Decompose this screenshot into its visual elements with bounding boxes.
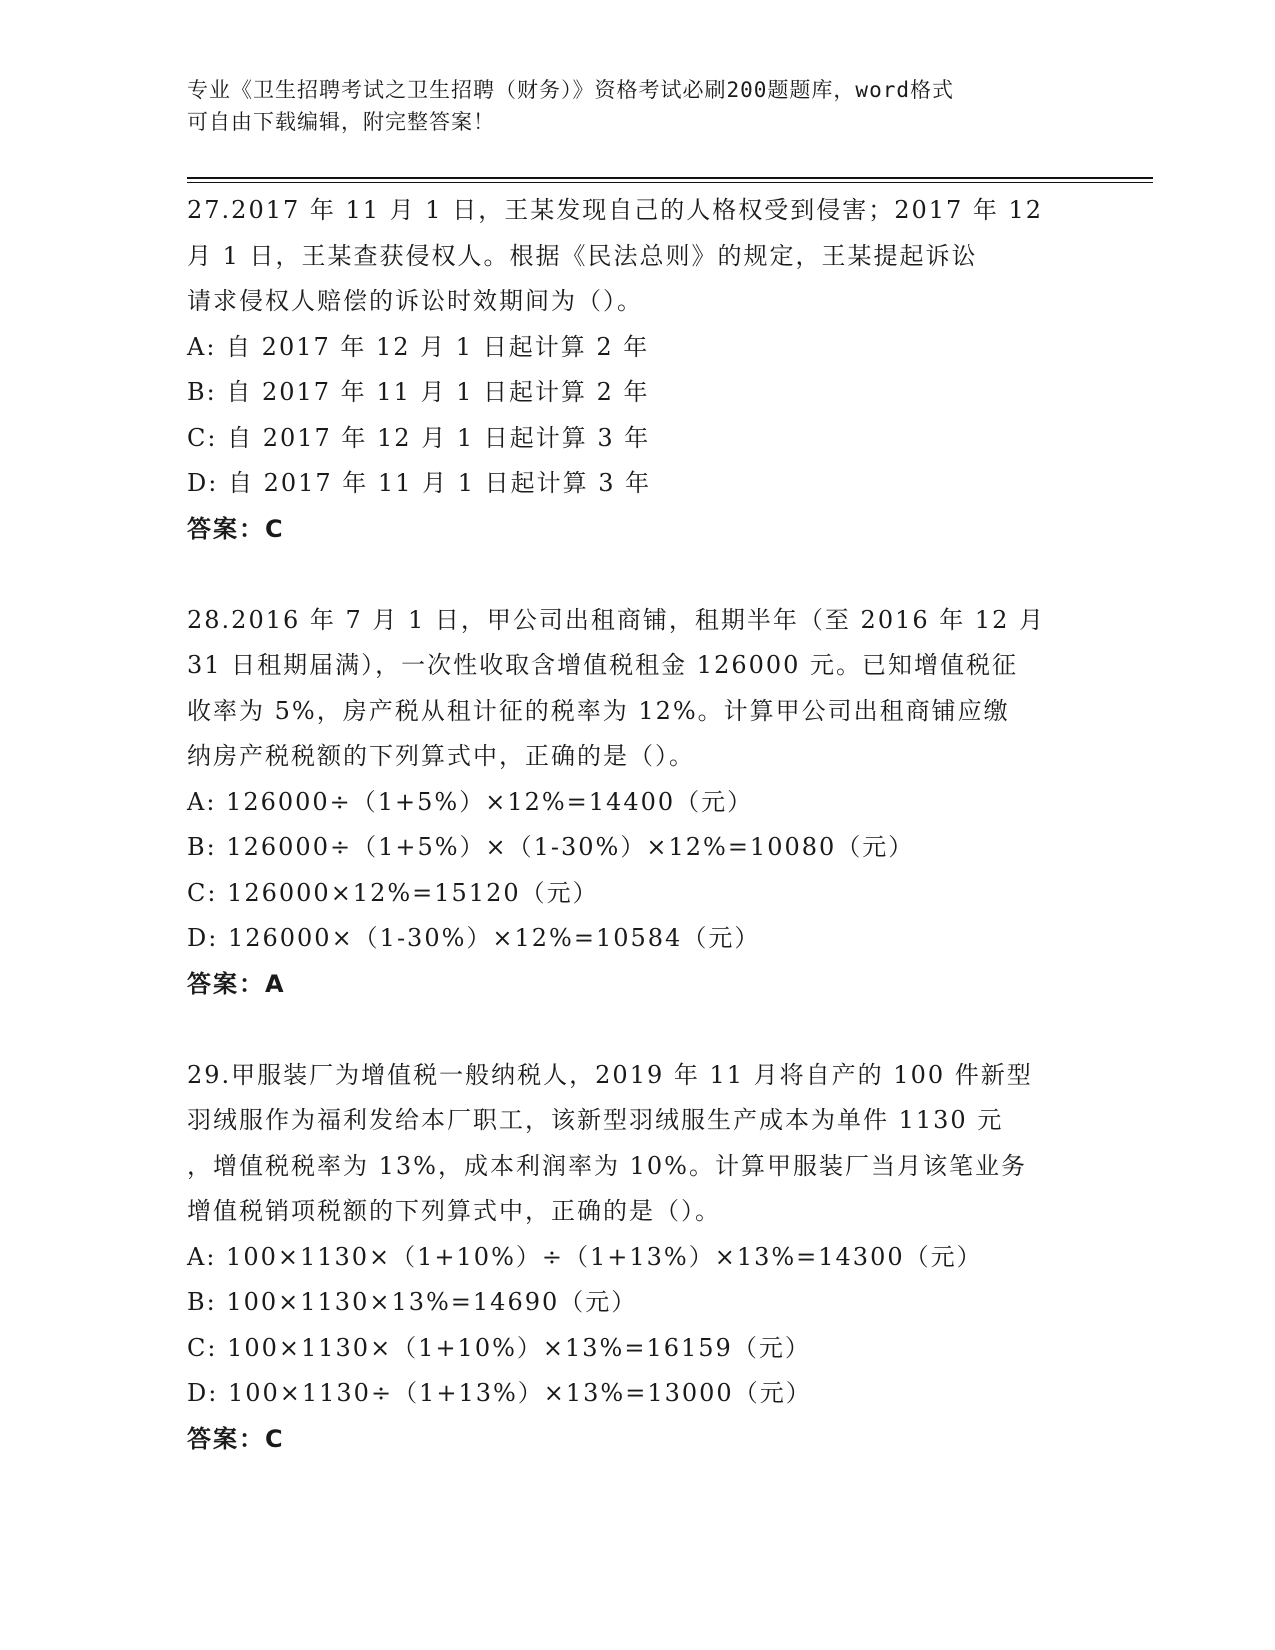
question-text-line: 纳房产税税额的下列算式中，正确的是（）。	[187, 742, 695, 770]
option-b: B: 100×1130×13%=14690（元）	[187, 1288, 638, 1316]
question-text-line: 27.2017 年 11 月 1 日，王某发现自己的人格权受到侵害；2017 年 12	[187, 196, 1044, 224]
question-text-line: 月 1 日，王某查获侵权人。根据《民法总则》的规定，王某提起诉讼	[187, 241, 978, 270]
option-a: A: 自 2017 年 12 月 1 日起计算 2 年	[187, 332, 650, 361]
question-27	[187, 188, 1087, 552]
question-text-line: 28.2016 年 7 月 1 日，甲公司出租商铺，租期半年（至 2016 年 12 月	[187, 605, 1046, 634]
question-text-line: 增值税销项税额的下列算式中，正确的是（）。	[187, 1197, 721, 1225]
question-text-line: 请求侵权人赔偿的诉讼时效期间为（）。	[187, 287, 643, 315]
question-text-line: ，增值税税率为 13%，成本利润率为 10%。计算甲服装厂当月该笔业务	[187, 1151, 1027, 1180]
question-text-line: 29.甲服装厂为增值税一般纳税人，2019 年 11 月将自产的 100 件新型	[187, 1060, 1033, 1089]
option-c: C: 100×1130×（1+10%）×13%=16159（元）	[187, 1333, 811, 1362]
option-a: A: 126000÷（1+5%）×12%=14400（元）	[187, 787, 754, 816]
option-d: D: 100×1130÷（1+13%）×13%=13000（元）	[187, 1379, 812, 1407]
question-text-line: 31 日租期届满），一次性收取含增值税租金 126000 元。已知增值税征	[187, 651, 1019, 679]
answer-line: 答案：A	[187, 969, 286, 998]
header-line-1: 专业《卫生招聘考试之卫生招聘（财务）》资格考试必刷200题题库，word格式	[187, 78, 954, 102]
question-28	[187, 598, 1087, 1008]
header-divider-thin	[187, 182, 1153, 183]
answer-line: 答案：C	[187, 1424, 285, 1453]
spacer	[187, 1007, 1087, 1053]
spacer	[187, 552, 1087, 598]
option-c: C: 126000×12%=15120（元）	[187, 878, 599, 907]
document-header	[187, 74, 1067, 138]
question-text-line: 收率为 5%，房产税从租计征的税率为 12%。计算甲公司出租商铺应缴	[187, 696, 1010, 725]
option-a: A: 100×1130×（1+10%）÷（1+13%）×13%=14300（元）	[187, 1242, 983, 1271]
header-divider-thick	[187, 177, 1153, 179]
option-b: B: 自 2017 年 11 月 1 日起计算 2 年	[187, 378, 650, 406]
answer-line: 答案：C	[187, 514, 285, 543]
option-d: D: 126000×（1-30%）×12%=10584（元）	[187, 924, 761, 952]
option-c: C: 自 2017 年 12 月 1 日起计算 3 年	[187, 423, 651, 452]
header-line-2: 可自由下载编辑，附完整答案！	[187, 110, 495, 134]
questions-list	[187, 188, 1087, 1462]
option-b: B: 126000÷（1+5%）×（1-30%）×12%=10080（元）	[187, 833, 915, 861]
option-d: D: 自 2017 年 11 月 1 日起计算 3 年	[187, 469, 652, 497]
question-text-line: 羽绒服作为福利发给本厂职工，该新型羽绒服生产成本为单件 1130 元	[187, 1106, 1004, 1134]
question-29	[187, 1053, 1087, 1463]
